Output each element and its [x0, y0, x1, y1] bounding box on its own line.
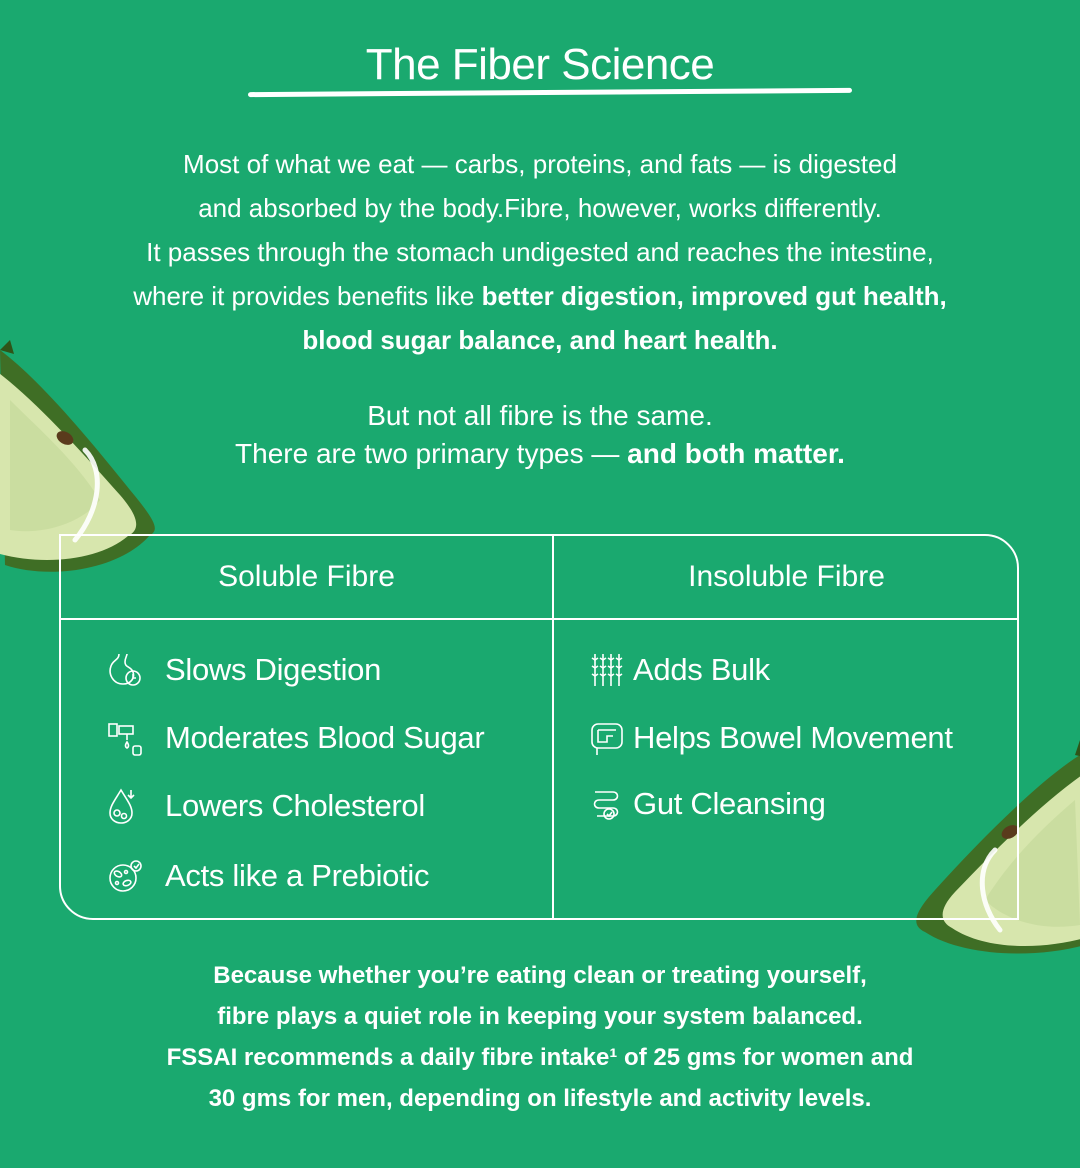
soluble-item-label: Moderates Blood Sugar: [165, 720, 485, 755]
insoluble-item-label: Adds Bulk: [633, 652, 770, 687]
intro-highlight: blood sugar balance, and heart health.: [302, 325, 778, 355]
intro-paragraph: [40, 142, 1040, 362]
soluble-item: [105, 856, 429, 896]
wheat-icon: [587, 650, 627, 690]
soluble-item: [105, 718, 484, 758]
header-divider: [61, 618, 1017, 620]
insoluble-item: [587, 650, 770, 690]
footer-line: Because whether you’re eating clean or treating yourself,: [213, 962, 867, 989]
types-line: [40, 435, 1040, 473]
intro-line: [40, 318, 1040, 362]
soluble-fibre-heading: Soluble Fibre: [218, 560, 395, 593]
intro-line: It passes through the stomach undigested and reaches the intestine,: [146, 237, 934, 267]
footer-line: 30 gms for men, depending on lifestyle and activity levels.: [208, 1085, 872, 1112]
soluble-item: [105, 786, 425, 826]
intro-line: and absorbed by the body.Fibre, however, works differently.: [198, 193, 882, 223]
insoluble-item: [587, 718, 953, 758]
gut-cleanse-icon: [587, 784, 627, 824]
insoluble-item-label: Helps Bowel Movement: [633, 720, 953, 755]
types-line: But not all fibre is the same.: [367, 400, 713, 431]
stomach-clock-icon: [105, 650, 145, 690]
glucose-meter-icon: [105, 718, 145, 758]
page-title: The Fiber Science: [365, 40, 715, 89]
intro-line: [40, 274, 1040, 318]
soluble-item-label: Lowers Cholesterol: [165, 788, 425, 823]
soluble-item-label: Slows Digestion: [165, 652, 382, 687]
types-statement: [40, 397, 1040, 473]
cholesterol-drop-icon: [105, 786, 145, 826]
intro-text: where it provides benefits like: [133, 281, 482, 311]
insoluble-fibre-heading: Insoluble Fibre: [688, 560, 885, 593]
types-text: There are two primary types —: [235, 438, 628, 469]
footer-line: FSSAI recommends a daily fibre intake¹ of 25 gms for women and: [166, 1044, 914, 1071]
intestine-icon: [587, 718, 627, 758]
insoluble-item: [587, 784, 826, 824]
soluble-item-label: Acts like a Prebiotic: [165, 858, 430, 893]
footer-line: fibre plays a quiet role in keeping your system balanced.: [217, 1003, 863, 1030]
footer-paragraph: [40, 955, 1040, 1119]
bacteria-icon: [105, 856, 145, 896]
soluble-item: [105, 650, 381, 690]
fibre-comparison-table: [59, 534, 1019, 920]
types-highlight: and both matter.: [627, 438, 845, 469]
insoluble-item-label: Gut Cleansing: [633, 786, 826, 821]
intro-line: Most of what we eat — carbs, proteins, and fats — is digested: [183, 149, 897, 179]
intro-highlight: better digestion, improved gut health,: [481, 281, 947, 311]
